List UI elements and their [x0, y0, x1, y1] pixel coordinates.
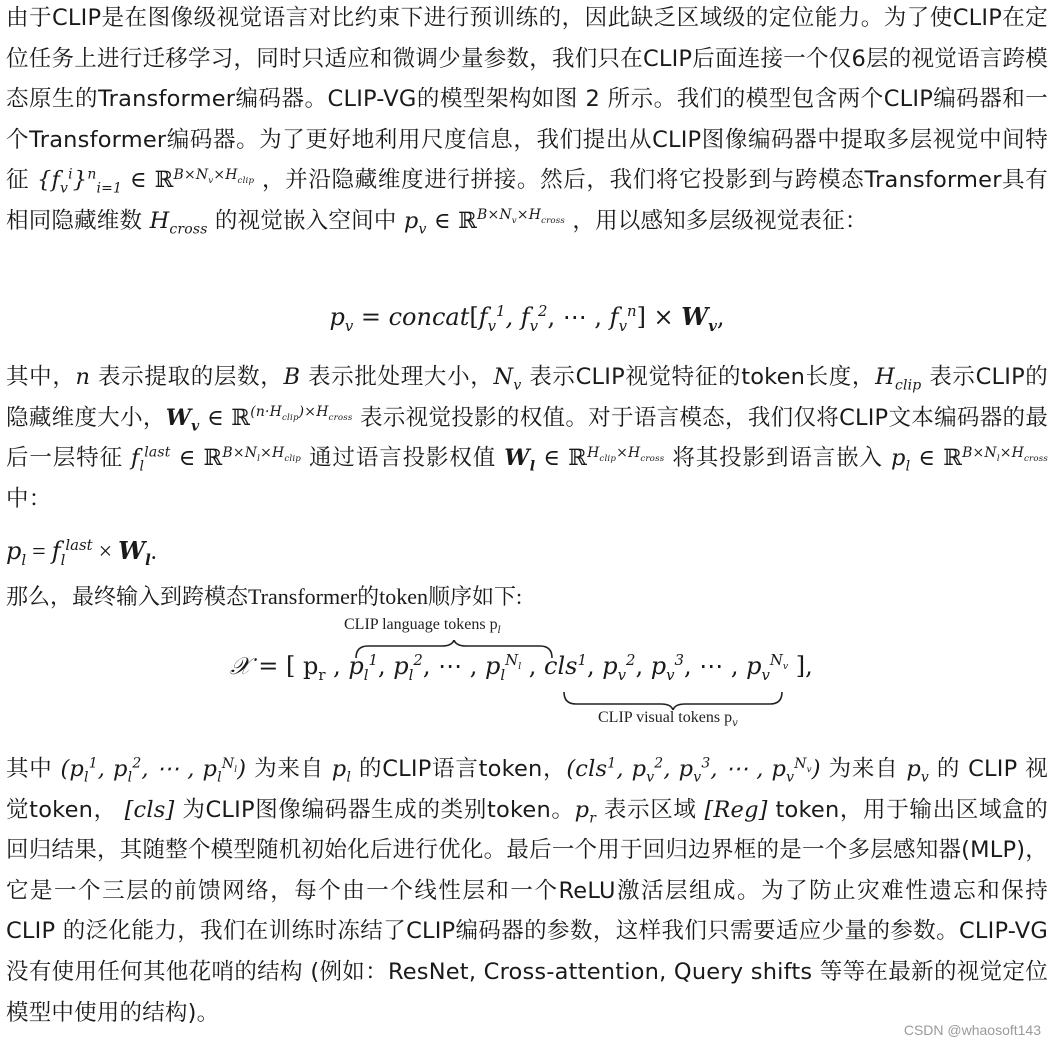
- para2-text-6: 表示视觉投影的权值。对于语言模态，我们仅将CLIP文本编码器的最后一层特征: [6, 404, 1049, 472]
- paragraph-intro: [6, 0, 1048, 242]
- para2-text-1: 其中，: [6, 364, 76, 390]
- para4-text-8: token，用于输出区域盒的回归结果，其随整个模型随机初始化后进行优化。最后一个用于回归边界框的是一个多层感知器(MLP)，它是一个三层的前馈网络，每个由一个线性层和一个ReLU激活层组成。为了防止灾难性遗忘和保持 CLIP 的泛化能力，我们在训练时冻结了CLIP编码器的参数，这样我们只需要适应少量的参数。CLIP-VG没有使用任何其他花哨的结构 (例如：ResNet, Cross-attention, Query shifts 等等在最新的视觉定位模型中使用的结构)。: [6, 796, 1048, 1026]
- equation-token-sequence: CLIP language tokens $p_l$ 𝒳 = [ $p_r$ , $p_l^1$, $p_l^2$, ⋯ , $p_l^{N_l}$ , cls$^1$, $p_v^2$, $p_v^3$, ⋯ , $p_v^{N_v}$ ], CLIP visual tokens $p_v$: [230, 616, 813, 730]
- para1-text-2: ，并沿隐藏维度进行拼接。然后，我们将它投影到与跨模态Transformer具有相同隐藏维数: [6, 167, 1048, 234]
- para2-text-9: 中：: [6, 485, 52, 512]
- math-pv-space: $p_v$ ∈ ℝ$^{B\times N_v\times H_{cross}}$: [403, 207, 566, 238]
- para2-text-7: 通过语言投影权值: [301, 445, 505, 472]
- para2-text-2: 表示提取的层数，: [90, 364, 284, 390]
- para2-text-4: 表示CLIP视觉特征的token长度，: [521, 364, 876, 390]
- paragraph-definitions: 其中，n 表示提取的层数，B 表示批处理大小，$N_v$ 表示CLIP视觉特征的token长度，$H_{clip}$ 表示CLIP的隐藏维度大小，$W_v$ ∈ ℝ$^{(n\cdot H_{clip})\times H_{cross}}$ 表示视觉投影的权值。对于语言模态，我们仅将CLIP文本编码器的最后一层特征 $f_l^{last}$ ∈ ℝ$^{B\times N_l\times H_{clip}}$ 通过语言投影权值 $W_l$ ∈ ℝ$^{H_{clip}\times H_{cross}}$ 将其投影到语言嵌入 $p_l$ ∈ ℝ$^{B\times N_l\times H_{cross}}$ 中：: [6, 364, 1049, 512]
- para4-text-3: 的CLIP语言token，: [351, 756, 567, 782]
- math-lang-tokens: ($p_l^1$, $p_l^2$, ⋯ , $p_l^{N_l}$): [60, 755, 247, 786]
- para4-text-5: 的 CLIP 视觉token，: [6, 756, 1048, 823]
- math-nv: $N_v$: [493, 364, 522, 394]
- math-feature-set: $\{f_v^i\}^n_{i=1}$ ∈ ℝ$^{B\times N_v\times H_{clip}}$: [37, 166, 255, 197]
- brace-label-language: CLIP language tokens $p_l$: [344, 616, 501, 637]
- math-vis-tokens: (cls$^1$, $p_v^2$, $p_v^3$, ⋯ , $p_v^{N_v}$): [566, 755, 821, 786]
- math-fl-last: $f_l^{last}$ ∈ ℝ$^{B\times N_l\times H_{clip}}$: [131, 444, 301, 475]
- math-pv-ref: $p_v$: [906, 756, 929, 786]
- para4-text-4: 为来自: [820, 756, 907, 782]
- para2-text-3: 表示批处理大小，: [300, 364, 494, 390]
- math-h-cross: $H_{cross}$: [149, 207, 208, 238]
- para4-text-7: 表示区域: [596, 796, 705, 823]
- equation-visual-projection: $p_v$ = $concat[f_v^1$, $f_v^2$, ⋯ , $f_v^n] \times W_v$,: [329, 302, 725, 335]
- para4-text-1: 其中: [6, 756, 61, 782]
- math-pl-ref: $p_l$: [331, 756, 352, 786]
- math-h-clip: $H_{clip}$: [875, 364, 922, 394]
- equation-language-projection: $p_l = f_l^{last} \times W_l$.: [6, 536, 157, 569]
- math-pr: $p_r$: [574, 796, 597, 827]
- math-reg: [Reg]: [704, 796, 768, 823]
- underbrace-icon: [562, 690, 784, 710]
- para4-text-6: 为CLIP图像编码器生成的类别token。: [182, 796, 575, 823]
- math-wl: $W_l$ ∈ ℝ$^{H_{clip}\times H_{cross}}$: [504, 444, 665, 475]
- para1-text-3: 的视觉嵌入空间中: [207, 207, 404, 234]
- para2-text-8: 将其投影到语言嵌入: [664, 445, 891, 472]
- token-order-intro: 那么，最终输入到跨模态Transformer的token顺序如下:: [6, 584, 523, 609]
- math-wv: $W_v$: [165, 404, 200, 435]
- watermark: CSDN @whaosoft143: [903, 1022, 1041, 1038]
- paragraph-token-explanation: [6, 749, 1048, 1033]
- brace-label-visual: CLIP visual tokens $p_v$: [598, 709, 738, 730]
- math-n: n: [75, 364, 91, 390]
- para1-text-1: 由于CLIP是在图像级视觉语言对比约束下进行预训练的，因此缺乏区域级的定位能力。为了使CLIP在定位任务上进行迁移学习，同时只适应和微调少量参数，我们只在CLIP后面连接一个仅6层的视觉语言跨模态原生的Transformer编码器。CLIP-VG的模型架构如图 2 所示。我们的模型包含两个CLIP编码器和一个Transformer编码器。为了更好地利用尺度信息，我们提出从CLIP图像编码器中提取多层视觉中间特征: [6, 5, 1048, 194]
- math-cls: [cls]: [124, 796, 175, 823]
- para4-text-2: 为来自: [246, 756, 332, 782]
- math-pl: $p_l$ ∈ ℝ$^{B\times N_l\times H_{cross}}$: [890, 444, 1049, 475]
- para2-text-5: 表示CLIP的隐藏维度大小，: [6, 364, 1049, 431]
- para1-text-4: ，用以感知多层级视觉表征：: [565, 207, 868, 234]
- math-b: B: [283, 364, 301, 390]
